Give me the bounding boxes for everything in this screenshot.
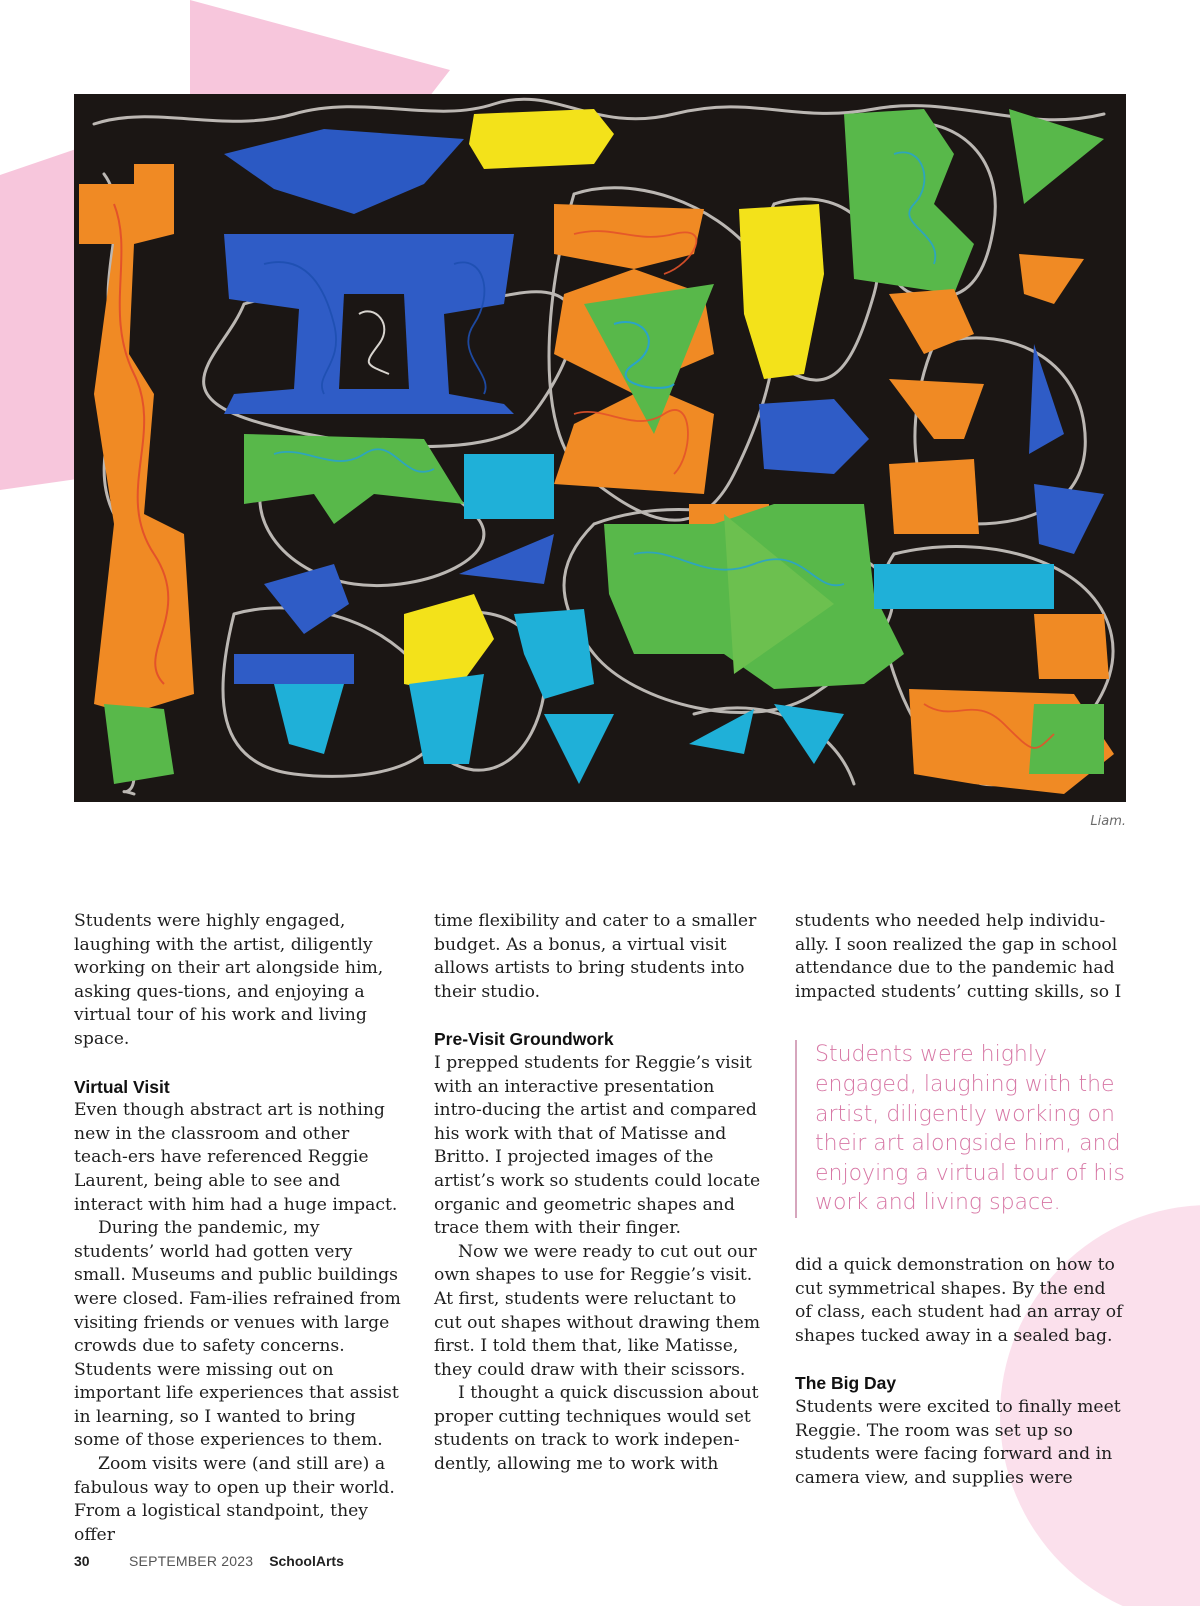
pull-quote: Students were highly engaged, laughing with the artist, diligently working on their art alongside him, and enjoying a virtual tour of his work and living space.: [795, 1040, 1125, 1218]
article-column-1: [74, 910, 404, 1547]
page-footer: [74, 1553, 344, 1569]
paragraph: Zoom visits were (and still are) a fabulous way to open up their world. From a logistical standpoint, they offer: [74, 1454, 395, 1545]
paragraph: did a quick demonstration on how to cut symmetrical shapes. By the end of class, each student had an array of shapes tucked away in a sealed bag.: [795, 1254, 1123, 1346]
paragraph: I thought a quick discussion about proper cutting techniques would set students on track to work indepen-dently, allowing me to work with: [434, 1383, 759, 1475]
issue-date: SEPTEMBER 2023: [129, 1553, 254, 1569]
magazine-name: SchoolArts: [269, 1553, 344, 1569]
paragraph: Students were excited to finally meet Reggie. The room was set up so students were facing forward and in camera view, and supplies were: [795, 1396, 1121, 1488]
paragraph: I prepped students for Reggie’s visit with an interactive presentation intro-ducing the artist and compared his work with that of Matisse and Britto. I projected images of the artist’s work so students could locate organic and geometric shapes and trace them with their finger.: [434, 1052, 761, 1239]
section-heading-the-big-day: The Big Day: [795, 1373, 897, 1394]
section-heading-virtual-visit: Virtual Visit: [74, 1076, 170, 1097]
article-column-3: [795, 910, 1125, 1490]
paragraph: students who needed help individu-ally. I soon realized the gap in school attendance due to the pandemic had impacted students’ cutting skills, so I: [795, 911, 1122, 1002]
paragraph: During the pandemic, my students’ world had gotten very small. Museums and public buildings were closed. Fam-ilies refrained from visiting friends or venues with large crowds due to safety concerns. Students were missing out on important life experiences that assist in learning, so I wanted to bring some of those experiences to them.: [74, 1218, 401, 1451]
paragraph: time flexibility and cater to a smaller budget. As a bonus, a virtual visit allows artists to bring students into their studio.: [434, 911, 757, 1002]
paragraph: Even though abstract art is nothing new in the classroom and other teach-ers have referenced Reggie Laurent, being able to see and interact with him had a huge impact.: [74, 1100, 398, 1215]
image-caption: Liam.: [1090, 814, 1126, 829]
page-number: 30: [74, 1553, 90, 1569]
paragraph: Students were highly engaged, laughing with the artist, diligently working on their art alongside him, asking ques-tions, and enjoying a virtual tour of his work and living space.: [74, 911, 384, 1049]
student-artwork-image: [74, 94, 1126, 802]
article-column-2: [434, 910, 764, 1477]
paragraph: Now we were ready to cut out our own shapes to use for Reggie’s visit. At first, students were reluctant to cut out shapes without drawing them first. I told them that, like Matisse, they could draw with their scissors.: [434, 1241, 761, 1380]
section-heading-pre-visit-groundwork: Pre-Visit Groundwork: [434, 1029, 614, 1050]
